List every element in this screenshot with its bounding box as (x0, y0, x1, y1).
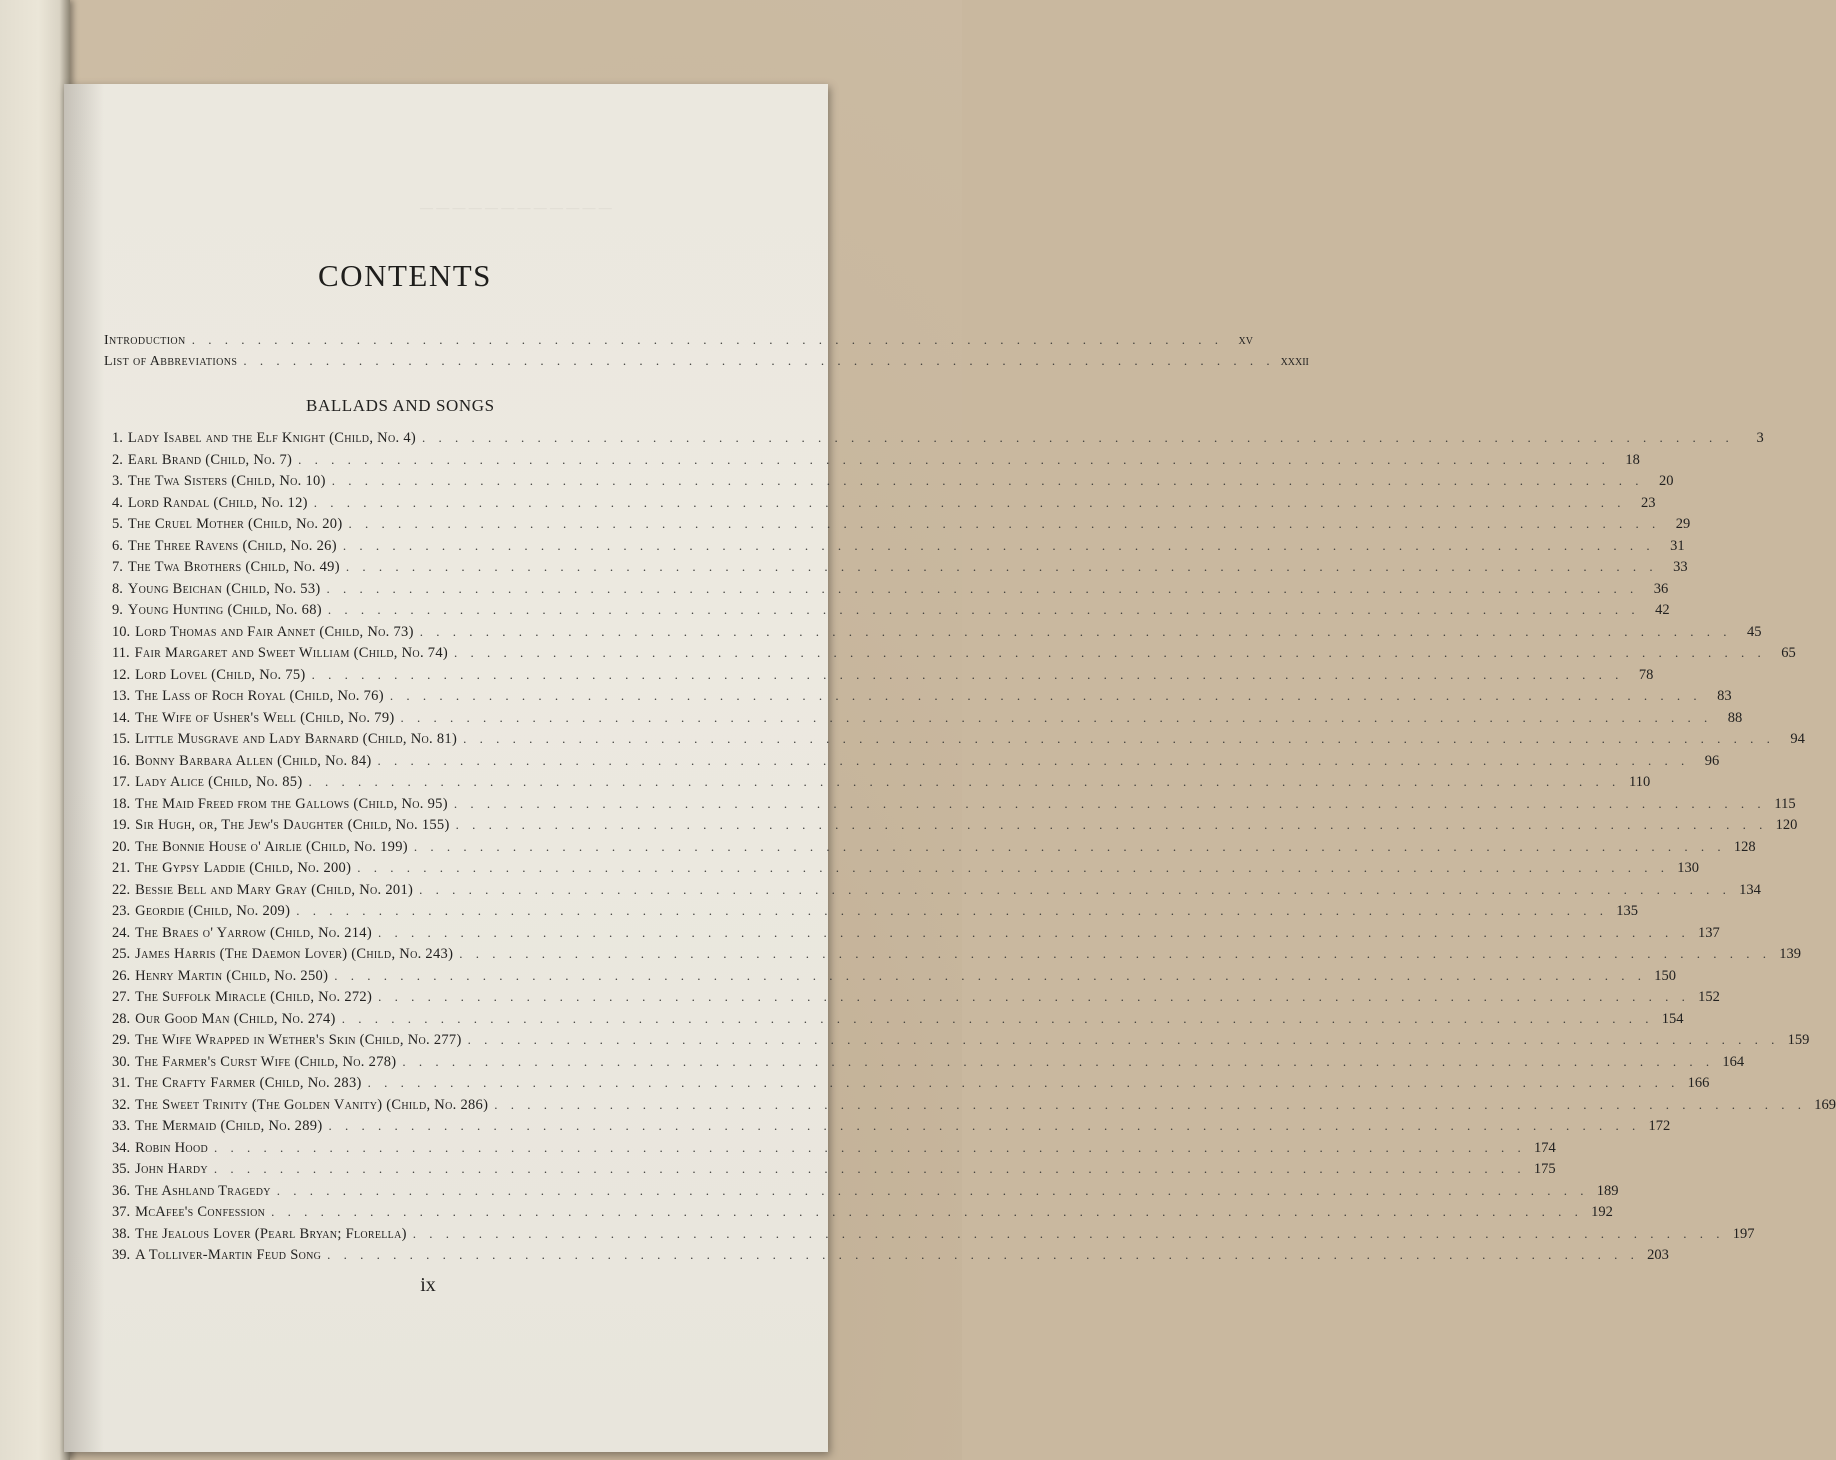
contents-entry (112, 838, 1756, 856)
entry-number: 2. (112, 451, 123, 468)
entry-number: 26. (112, 967, 131, 984)
leader-dots: . . . . . . . . . . . . . . . . . . . . . . . . . . . . . . . . . . . . . . . . . . . . . . . . . . . . . . . . . . . . . . . . . . . . . . . . . . . . . . . . (402, 1053, 1715, 1069)
front-matter-page: xv (1238, 333, 1253, 348)
contents-entry (112, 924, 1720, 942)
entry-title: The Ashland Tragedy (135, 1182, 271, 1199)
entry-title: Lord Randal (Child, No. 12) (127, 494, 308, 511)
contents-entry (112, 580, 1669, 598)
entry-page: 197 (1732, 1225, 1755, 1242)
contents-entry (112, 516, 1691, 533)
contents-entry (112, 731, 1805, 748)
leader-dots: . . . . . . . . . . . . . . . . . . . . . . . . . . . . . . . . . . . . . . . . . . . . . . . . . . . . . . . . . . . . . . . . . . . . . . . . . . . . . . . . (308, 774, 1621, 789)
entry-title: The Three Ravens (Child, No. 26) (127, 537, 337, 554)
facing-page-edge (0, 0, 70, 1460)
entry-title: The Mermaid (Child, No. 289) (135, 1118, 323, 1134)
leader-dots: . . . . . . . . . . . . . . . . . . . . . . . . . . . . . . . . . . . . . . . . . . . . . . . . . . . . . . . . . . . . . . . . . . . . . . . . . . . . . . . . (326, 580, 1639, 596)
front-matter-label: List of Abbreviations (104, 354, 238, 369)
entry-number: 24. (112, 924, 131, 941)
entry-page: 130 (1677, 860, 1699, 876)
entry-number: 13. (112, 688, 131, 704)
leader-dots: . . . . . . . . . . . . . . . . . . . . . . . . . . . . . . . . . . . . . . . . . . . . . . . . . . . . . . . . . . . . . . . . . . . . . . . . . . . . . . . . (377, 752, 1690, 768)
contents-entry (112, 1118, 1671, 1135)
front-matter-row (104, 353, 1309, 370)
entry-page: 189 (1596, 1182, 1619, 1199)
entry-number: 27. (112, 989, 131, 1005)
contents-entry (112, 946, 1801, 963)
entry-title: The Sweet Trinity (The Golden Vanity) (Child, No. 286) (135, 1096, 489, 1113)
entry-title: Lord Lovel (Child, No. 75) (135, 666, 306, 683)
entry-page: 78 (1638, 666, 1654, 683)
entry-number: 38. (112, 1225, 131, 1242)
contents-entry (112, 860, 1699, 877)
entry-number: 16. (112, 752, 131, 769)
entry-number: 17. (112, 774, 131, 790)
entry-page: 203 (1647, 1247, 1669, 1263)
leader-dots: . . . . . . . . . . . . . . . . . . . . . . . . . . . . . . . . . . . . . . . . . . . . . . . . . . . . . . . . . . . . . . . . . . . . . . . . . . . . . . . . (419, 881, 1731, 897)
leader-dots: . . . . . . . . . . . . . . . . . . . . . . . . . . . . . . . . . . . . . . . . . . . . . . . . . . . . . . . . . . . . . . . . . . . . . . . . . . . . . . . . (367, 1075, 1680, 1090)
contents-entry (112, 1096, 1836, 1114)
entry-page: 33 (1673, 559, 1688, 575)
leader-dots: . . . . . . . . . . . . . . . . . . . . . . . . . . . . . . . . . . . . . . . . . . . . . . . . . . . . . . . . . . . . . . . (243, 353, 1275, 368)
entry-title: Bessie Bell and Mary Gray (Child, No. 201) (135, 881, 414, 898)
leader-dots: . . . . . . . . . . . . . . . . . . . . . . . . . . . . . . . . . . . . . . . . . . . . . . . . . . . . . . . . . . . . . . . (191, 332, 1223, 347)
leader-dots: . . . . . . . . . . . . . . . . . . . . . . . . . . . . . . . . . . . . . . . . . . . . . . . . . . . . . . . . . . . . . . . . . . . . . . . . . . . . . . . . (298, 451, 1610, 467)
entry-page: 96 (1704, 752, 1720, 769)
entry-page: 150 (1654, 967, 1676, 984)
entry-number: 15. (112, 731, 131, 747)
entry-number: 35. (112, 1161, 131, 1177)
entry-title: Sir Hugh, or, The Jew's Daughter (Child, No. 155) (135, 817, 450, 833)
contents-entry (112, 795, 1796, 813)
entry-page: 88 (1727, 709, 1743, 726)
entry-title: Robin Hood (135, 1139, 209, 1156)
show-through-text: — — — — — — — — — — — — (420, 200, 612, 215)
contents-entry (112, 774, 1651, 791)
leader-dots: . . . . . . . . . . . . . . . . . . . . . . . . . . . . . . . . . . . . . . . . . . . . . . . . . . . . . . . . . . . . . . . . . . . . . . . . . . . . . . . . (494, 1096, 1806, 1112)
leader-dots: . . . . . . . . . . . . . . . . . . . . . . . . . . . . . . . . . . . . . . . . . . . . . . . . . . . . . . . . . . . . . . . . . . . . . . . . . . . . . . . . (412, 1225, 1725, 1241)
leader-dots: . . . . . . . . . . . . . . . . . . . . . . . . . . . . . . . . . . . . . . . . . . . . . . . . . . . . . . . . . . . . . . . . . . . . . . . . . . . . . . . . (214, 1139, 1526, 1155)
entry-page: 45 (1746, 623, 1762, 640)
page-title: CONTENTS (318, 258, 492, 293)
leader-dots: . . . . . . . . . . . . . . . . . . . . . . . . . . . . . . . . . . . . . . . . . . . . . . . . . . . . . . . . . . . . . . . . . . . . . . . . . . . . . . . . (400, 709, 1713, 725)
contents-entry (112, 1139, 1556, 1157)
entry-title: The Braes o' Yarrow (Child, No. 214) (135, 924, 372, 941)
entry-page: 115 (1774, 795, 1796, 812)
leader-dots: . . . . . . . . . . . . . . . . . . . . . . . . . . . . . . . . . . . . . . . . . . . . . . . . . . . . . . . . . . . . . . . . . . . . . . . . . . . . . . . . (348, 516, 1661, 531)
leader-dots: . . . . . . . . . . . . . . . . . . . . . . . . . . . . . . . . . . . . . . . . . . . . . . . . . . . . . . . . . . . . . . . . . . . . . . . . . . . . . . . . (331, 473, 1644, 488)
entry-number: 14. (112, 709, 131, 726)
entry-page: 110 (1629, 774, 1651, 790)
leader-dots: . . . . . . . . . . . . . . . . . . . . . . . . . . . . . . . . . . . . . . . . . . . . . . . . . . . . . . . . . . . . . . . . . . . . . . . . . . . . . . . . (419, 623, 1732, 639)
leader-dots: . . . . . . . . . . . . . . . . . . . . . . . . . . . . . . . . . . . . . . . . . . . . . . . . . . . . . . . . . . . . . . . . . . . . . . . . . . . . . . . . (467, 1032, 1780, 1047)
contents-entry (112, 817, 1798, 834)
leader-dots: . . . . . . . . . . . . . . . . . . . . . . . . . . . . . . . . . . . . . . . . . . . . . . . . . . . . . . . . . . . . . . . . . . . . . . . . . . . . . . . . (296, 903, 1608, 918)
entry-title: The Twa Brothers (Child, No. 49) (127, 559, 340, 575)
contents-entry (112, 1161, 1556, 1178)
entry-title: The Jealous Lover (Pearl Bryan; Florella) (135, 1225, 407, 1242)
contents-entry (112, 473, 1674, 490)
entry-number: 9. (112, 602, 123, 618)
entry-title: The Lass of Roch Royal (Child, No. 76) (135, 688, 384, 704)
contents-entry (112, 602, 1670, 619)
entry-title: The Wife of Usher's Well (Child, No. 79) (135, 709, 395, 726)
leader-dots: . . . . . . . . . . . . . . . . . . . . . . . . . . . . . . . . . . . . . . . . . . . . . . . . . . . . . . . . . . . . . . . . . . . . . . . . . . . . . . . . (454, 645, 1766, 660)
contents-entry (112, 451, 1640, 469)
leader-dots: . . . . . . . . . . . . . . . . . . . . . . . . . . . . . . . . . . . . . . . . . . . . . . . . . . . . . . . . . . . . . . . . . . . . . . . . . . . . . . . . (357, 860, 1669, 875)
section-heading: BALLADS AND SONGS (306, 396, 495, 415)
entry-page: 192 (1591, 1204, 1613, 1220)
entry-page: 36 (1653, 580, 1669, 597)
entry-number: 21. (112, 860, 131, 876)
entry-number: 36. (112, 1182, 131, 1199)
entry-number: 28. (112, 1010, 131, 1027)
entry-number: 29. (112, 1032, 131, 1048)
entry-number: 3. (112, 473, 123, 489)
entry-number: 20. (112, 838, 131, 855)
leader-dots: . . . . . . . . . . . . . . . . . . . . . . . . . . . . . . . . . . . . . . . . . . . . . . . . . . . . . . . . . . . . . . . . . . . . . . . . . . . . . . . . (327, 602, 1640, 617)
entry-page: 172 (1648, 1118, 1671, 1134)
entry-title: The Farmer's Curst Wife (Child, No. 278) (135, 1053, 397, 1070)
leader-dots: . . . . . . . . . . . . . . . . . . . . . . . . . . . . . . . . . . . . . . . . . . . . . . . . . . . . . . . . . . . . . . . . . . . . . . . . . . . . . . . . (213, 1161, 1526, 1176)
entry-number: 23. (112, 903, 131, 919)
entry-title: The Suffolk Miracle (Child, No. 272) (135, 989, 373, 1005)
contents-entry (112, 903, 1638, 920)
entry-number: 7. (112, 559, 123, 575)
entry-number: 32. (112, 1096, 131, 1113)
entry-title: Henry Martin (Child, No. 250) (135, 967, 329, 984)
entry-page: 120 (1775, 817, 1798, 833)
entry-number: 8. (112, 580, 123, 597)
entry-title: Fair Margaret and Sweet William (Child, No. 74) (134, 645, 449, 661)
entry-page: 169 (1814, 1096, 1836, 1113)
entry-page: 174 (1534, 1139, 1556, 1156)
entry-title: Lord Thomas and Fair Annet (Child, No. 73) (135, 623, 414, 640)
entry-title: Young Beichan (Child, No. 53) (127, 580, 321, 597)
entry-page: 31 (1670, 537, 1685, 554)
entry-number: 10. (112, 623, 131, 640)
entry-title: The Maid Freed from the Gallows (Child, No. 95) (135, 795, 448, 812)
contents-entry (112, 688, 1732, 705)
contents-entry (112, 1225, 1755, 1243)
entry-number: 1. (112, 430, 123, 446)
leader-dots: . . . . . . . . . . . . . . . . . . . . . . . . . . . . . . . . . . . . . . . . . . . . . . . . . . . . . . . . . . . . . . . . . . . . . . . . . . . . . . . . (378, 989, 1690, 1004)
entry-number: 4. (112, 494, 123, 511)
entry-title: The Gypsy Laddie (Child, No. 200) (135, 860, 352, 876)
contents-entry (112, 989, 1720, 1006)
entry-page: 83 (1717, 688, 1732, 704)
entry-title: Our Good Man (Child, No. 274) (135, 1010, 336, 1027)
leader-dots: . . . . . . . . . . . . . . . . . . . . . . . . . . . . . . . . . . . . . . . . . . . . . . . . . . . . . . . . . . . . . . . . . . . . . . . . . . . . . . . . (328, 1118, 1641, 1133)
entry-number: 31. (112, 1075, 131, 1091)
entry-title: The Cruel Mother (Child, No. 20) (127, 516, 343, 532)
entry-title: The Twa Sisters (Child, No. 10) (127, 473, 326, 489)
contents-entry (112, 430, 1764, 447)
contents-entry (112, 645, 1796, 662)
entry-page: 134 (1739, 881, 1761, 898)
entry-title: Lady Isabel and the Elf Knight (Child, No. 4) (127, 430, 417, 446)
entry-number: 19. (112, 817, 131, 833)
leader-dots: . . . . . . . . . . . . . . . . . . . . . . . . . . . . . . . . . . . . . . . . . . . . . . . . . . . . . . . . . . . . . . . . . . . . . . . . . . . . . . . . (378, 924, 1690, 940)
entry-page: 29 (1675, 516, 1691, 532)
leader-dots: . . . . . . . . . . . . . . . . . . . . . . . . . . . . . . . . . . . . . . . . . . . . . . . . . . . . . . . . . . . . . . . . . . . . . . . . . . . . . . . . (311, 666, 1624, 682)
entry-title: Lady Alice (Child, No. 85) (135, 774, 303, 790)
entry-title: Little Musgrave and Lady Barnard (Child, No. 81) (135, 731, 458, 747)
entry-number: 18. (112, 795, 131, 812)
entry-title: Earl Brand (Child, No. 7) (127, 451, 293, 468)
entry-page: 139 (1779, 946, 1801, 962)
contents-entry (112, 1204, 1613, 1221)
entry-title: The Wife Wrapped in Wether's Skin (Child, No. 277) (135, 1032, 462, 1048)
leader-dots: . . . . . . . . . . . . . . . . . . . . . . . . . . . . . . . . . . . . . . . . . . . . . . . . . . . . . . . . . . . . . . . . . . . . . . . . . . . . . . . . (276, 1182, 1589, 1198)
entry-page: 164 (1722, 1053, 1745, 1070)
contents-entry (112, 967, 1676, 985)
entry-number: 39. (112, 1247, 131, 1263)
leader-dots: . . . . . . . . . . . . . . . . . . . . . . . . . . . . . . . . . . . . . . . . . . . . . . . . . . . . . . . . . . . . . . . . . . . . . . . . . . . . . . . . (413, 838, 1726, 854)
entry-number: 12. (112, 666, 131, 683)
entry-title: The Crafty Farmer (Child, No. 283) (135, 1075, 362, 1091)
entry-title: The Bonnie House o' Airlie (Child, No. 199) (135, 838, 408, 855)
entry-page: 152 (1698, 989, 1720, 1005)
entry-page: 135 (1616, 903, 1638, 919)
contents-entry (112, 666, 1654, 684)
contents-entry (112, 752, 1720, 770)
entry-number: 30. (112, 1053, 131, 1070)
entry-number: 34. (112, 1139, 131, 1156)
front-matter-label: Introduction (104, 333, 186, 348)
contents-entry (112, 623, 1762, 641)
leader-dots: . . . . . . . . . . . . . . . . . . . . . . . . . . . . . . . . . . . . . . . . . . . . . . . . . . . . . . . . . . . . . . . . . . . . . . . . . . . . . . . . (271, 1204, 1583, 1219)
leader-dots: . . . . . . . . . . . . . . . . . . . . . . . . . . . . . . . . . . . . . . . . . . . . . . . . . . . . . . . . . . . . . . . . . . . . . . . . . . . . . . . . (463, 731, 1775, 746)
entry-number: 11. (112, 645, 130, 661)
entry-title: A Tolliver-Martin Feud Song (135, 1247, 322, 1263)
leader-dots: . . . . . . . . . . . . . . . . . . . . . . . . . . . . . . . . . . . . . . . . . . . . . . . . . . . . . . . . . . . . . . . . . . . . . . . . . . . . . . . . (345, 559, 1658, 574)
leader-dots: . . . . . . . . . . . . . . . . . . . . . . . . . . . . . . . . . . . . . . . . . . . . . . . . . . . . . . . . . . . . . . . . . . . . . . . . . . . . . . . . (422, 430, 1734, 445)
leader-dots: . . . . . . . . . . . . . . . . . . . . . . . . . . . . . . . . . . . . . . . . . . . . . . . . . . . . . . . . . . . . . . . . . . . . . . . . . . . . . . . . (389, 688, 1702, 703)
entry-title: Young Hunting (Child, No. 68) (127, 602, 322, 618)
entry-title: Bonny Barbara Allen (Child, No. 84) (135, 752, 372, 769)
contents-entry (112, 559, 1688, 576)
front-matter-row (104, 332, 1253, 349)
entry-page: 65 (1781, 645, 1796, 661)
entry-title: Geordie (Child, No. 209) (135, 903, 291, 919)
leader-dots: . . . . . . . . . . . . . . . . . . . . . . . . . . . . . . . . . . . . . . . . . . . . . . . . . . . . . . . . . . . . . . . . . . . . . . . . . . . . . . . . (342, 537, 1655, 553)
contents-entry (112, 494, 1656, 512)
entry-number: 33. (112, 1118, 131, 1134)
front-matter-page: xxxii (1280, 354, 1309, 369)
leader-dots: . . . . . . . . . . . . . . . . . . . . . . . . . . . . . . . . . . . . . . . . . . . . . . . . . . . . . . . . . . . . . . . . . . . . . . . . . . . . . . . . (313, 494, 1626, 510)
leader-dots: . . . . . . . . . . . . . . . . . . . . . . . . . . . . . . . . . . . . . . . . . . . . . . . . . . . . . . . . . . . . . . . . . . . . . . . . . . . . . . . . (334, 967, 1646, 983)
entry-page: 3 (1756, 430, 1764, 446)
contents-entry (112, 709, 1743, 727)
entry-page: 166 (1687, 1075, 1710, 1091)
entry-page: 18 (1625, 451, 1640, 468)
entry-title: John Hardy (135, 1161, 208, 1177)
entry-page: 23 (1641, 494, 1656, 511)
entry-number: 25. (112, 946, 131, 962)
contents-entry (112, 1075, 1710, 1092)
entry-number: 5. (112, 516, 123, 532)
leader-dots: . . . . . . . . . . . . . . . . . . . . . . . . . . . . . . . . . . . . . . . . . . . . . . . . . . . . . . . . . . . . . . . . . . . . . . . . . . . . . . . . (327, 1247, 1639, 1262)
entry-page: 137 (1698, 924, 1720, 941)
entry-page: 94 (1790, 731, 1805, 747)
entry-title: James Harris (The Daemon Lover) (Child, No. 243) (135, 946, 454, 962)
page-number: ix (420, 1274, 436, 1296)
contents-entry (112, 1032, 1810, 1049)
leader-dots: . . . . . . . . . . . . . . . . . . . . . . . . . . . . . . . . . . . . . . . . . . . . . . . . . . . . . . . . . . . . . . . . . . . . . . . . . . . . . . . . (455, 817, 1768, 832)
contents-entry (112, 1247, 1669, 1264)
leader-dots: . . . . . . . . . . . . . . . . . . . . . . . . . . . . . . . . . . . . . . . . . . . . . . . . . . . . . . . . . . . . . . . . . . . . . . . . . . . . . . . . (459, 946, 1771, 961)
entry-page: 159 (1787, 1032, 1810, 1048)
contents-entry (112, 881, 1761, 899)
entry-number: 6. (112, 537, 123, 554)
entry-page: 42 (1655, 602, 1670, 618)
entry-page: 154 (1661, 1010, 1684, 1027)
entry-page: 128 (1733, 838, 1756, 855)
contents-entry (112, 1053, 1745, 1071)
contents-entry (112, 537, 1685, 555)
leader-dots: . . . . . . . . . . . . . . . . . . . . . . . . . . . . . . . . . . . . . . . . . . . . . . . . . . . . . . . . . . . . . . . . . . . . . . . . . . . . . . . . (453, 795, 1766, 811)
entry-title: McAfee's Confession (135, 1204, 266, 1220)
contents-entry (112, 1010, 1684, 1028)
entry-number: 37. (112, 1204, 131, 1220)
leader-dots: . . . . . . . . . . . . . . . . . . . . . . . . . . . . . . . . . . . . . . . . . . . . . . . . . . . . . . . . . . . . . . . . . . . . . . . . . . . . . . . . (341, 1010, 1654, 1026)
entry-number: 22. (112, 881, 131, 898)
contents-entry (112, 1182, 1619, 1200)
entry-page: 175 (1533, 1161, 1556, 1177)
entry-page: 20 (1658, 473, 1674, 489)
